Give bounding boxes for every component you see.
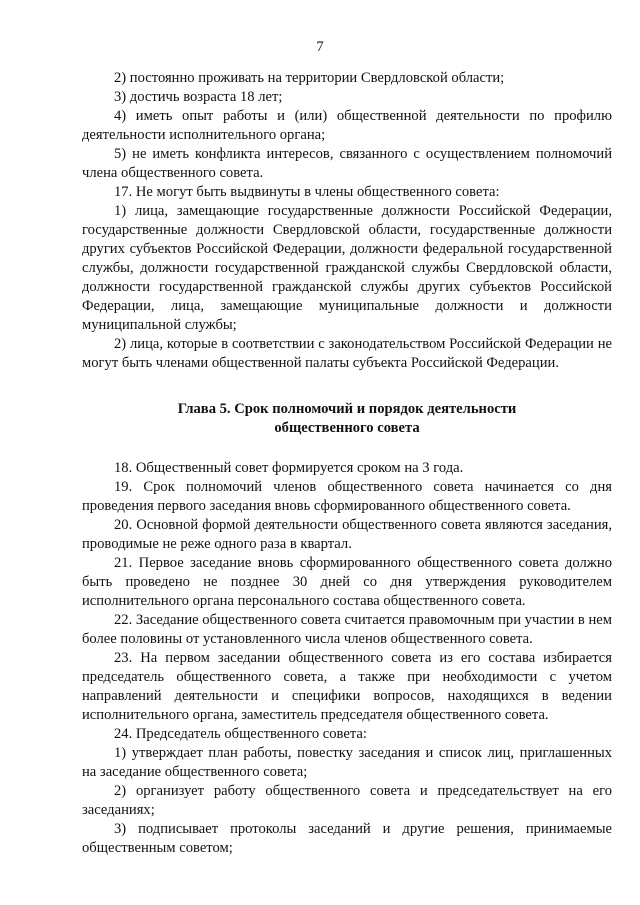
paragraph: 18. Общественный совет формируется сроком на 3 года. (114, 460, 464, 476)
paragraph: 4) иметь опыт работы и (или) общественной деятельности по профилю деятельности исполнительного органа; (82, 108, 612, 143)
paragraph: 3) подписывает протоколы заседаний и другие решения, принимаемые общественным советом; (82, 821, 612, 856)
chapter-heading-line: Глава 5. Срок полномочий и порядок деятельности (177, 401, 517, 417)
paragraph: 2) постоянно проживать на территории Свердловской области; (114, 70, 505, 86)
chapter-heading (82, 400, 612, 438)
paragraph: 3) достичь возраста 18 лет; (114, 89, 283, 105)
paragraph: 20. Основной формой деятельности общественного совета являются заседания, проводимые не реже одного раза в квартал. (82, 517, 612, 552)
paragraph: 1) утверждает план работы, повестку заседания и список лиц, приглашенных на заседание общественного совета; (82, 745, 612, 780)
paragraph: 1) лица, замещающие государственные должности Российской Федерации, государственные должности Свердловской области, государственные должности других субъектов Российской Федерации, должности федеральной государственной службы, должности государственной гражданской службы Свердловской области, должности государственной гражданской службы других субъектов Российской Федерации, лица, замещающие муниципальные должности и должности муниципальной службы; (82, 203, 612, 333)
paragraph: 22. Заседание общественного совета считается правомочным при участии в нем более половины от установленного числа членов общественного совета. (82, 612, 612, 647)
page-number: 7 (316, 39, 324, 55)
paragraph: 24. Председатель общественного совета: (114, 726, 367, 742)
paragraph: 5) не иметь конфликта интересов, связанного с осуществлением полномочий члена общественного совета. (82, 146, 612, 181)
paragraph: 21. Первое заседание вновь сформированного общественного совета должно быть проведено не позднее 30 дней со дня утверждения руководителем исполнительного органа персонального состава общественного совета. (82, 555, 612, 609)
paragraph: 19. Срок полномочий членов общественного совета начинается со дня проведения первого заседания вновь сформированного общественного совета. (82, 479, 612, 514)
paragraph: 17. Не могут быть выдвинуты в члены общественного совета: (114, 184, 500, 200)
paragraph: 2) лица, которые в соответствии с законодательством Российской Федерации не могут быть членами общественной палаты субъекта Российской Федерации. (82, 336, 612, 371)
chapter-heading-line: общественного совета (274, 420, 420, 436)
paragraph: 23. На первом заседании общественного совета из его состава избирается председатель общественного совета, а также при необходимости с учетом направлений деятельности и специфики вопросов, находящихся в ведении исполнительного органа, заместитель председателя общественного совета. (82, 650, 612, 723)
document-body (82, 69, 612, 858)
paragraph: 2) организует работу общественного совета и председательствует на его заседаниях; (82, 783, 612, 818)
